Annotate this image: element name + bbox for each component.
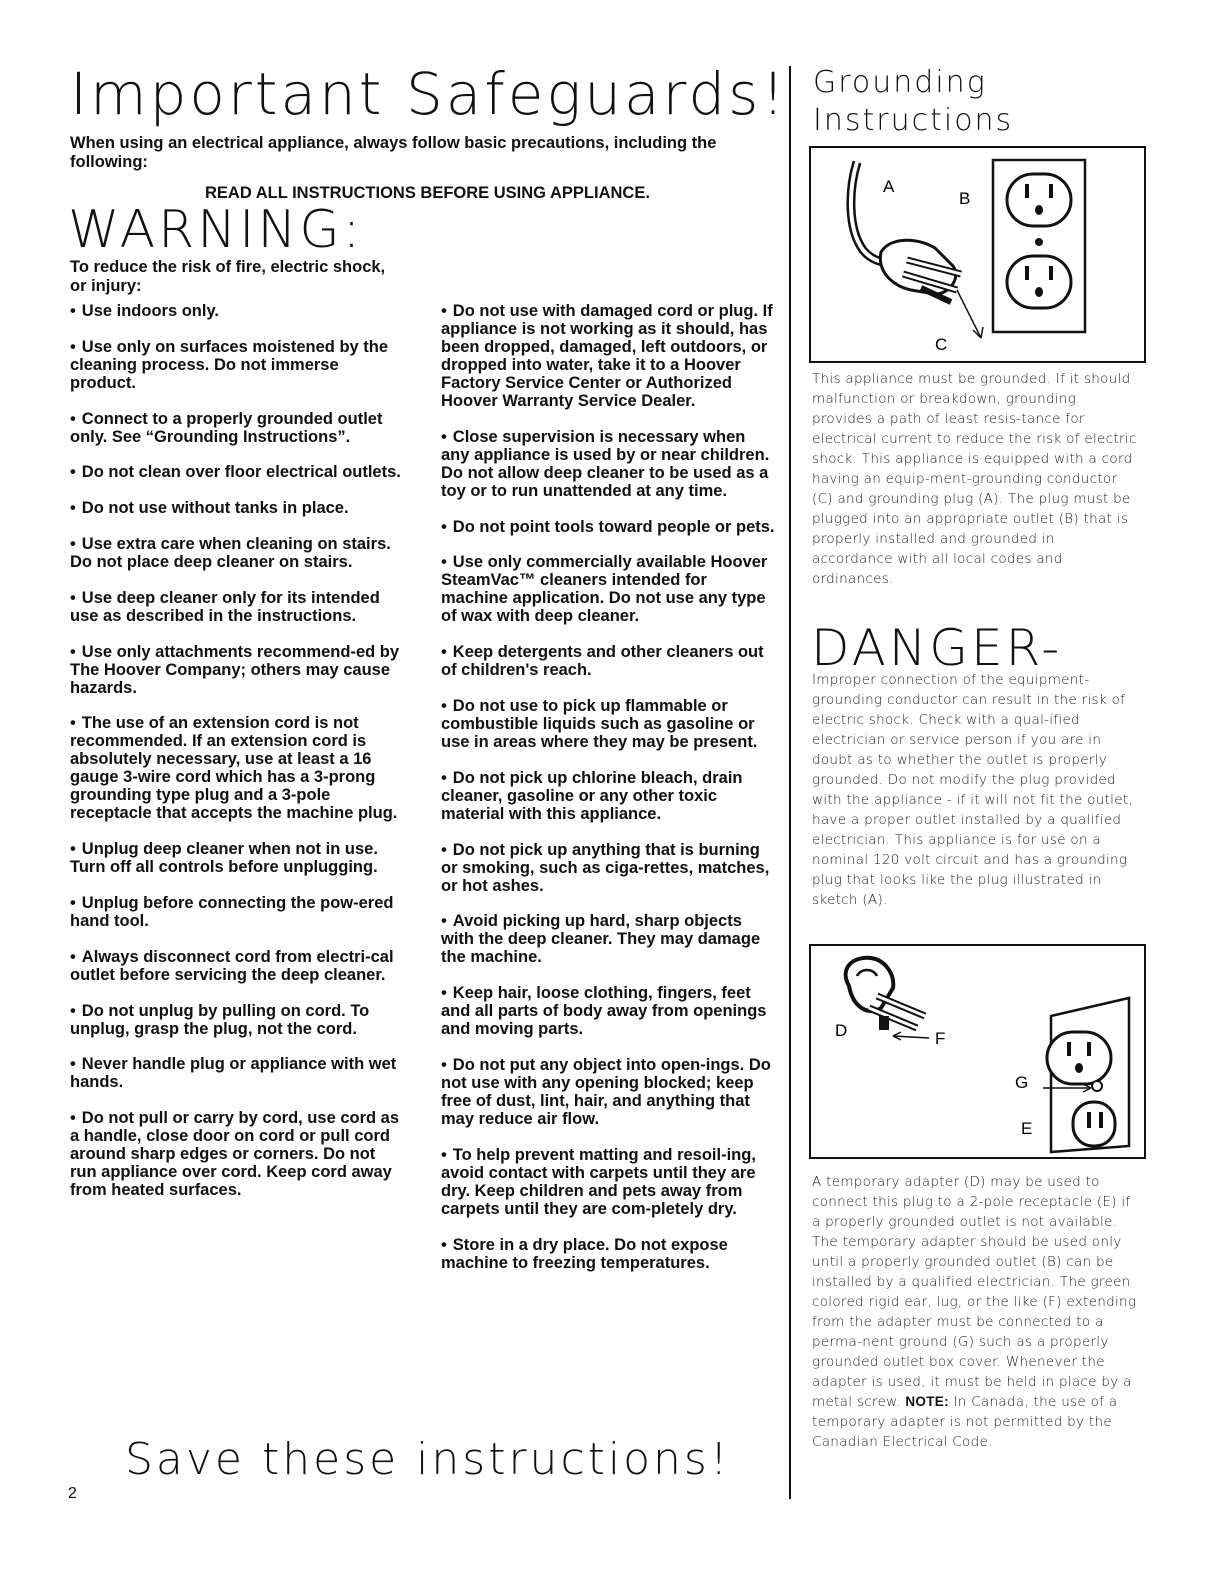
bullet-icon: • [70,337,76,356]
warning-item [441,1236,776,1272]
warning-item-text: To help prevent matting and resoil-ing, avoid contact with carpets until they are dry. Keep children and pets away from carpets until they are com-pletely dry. [441,1145,756,1218]
bullet-icon: • [70,714,76,733]
bullet-icon: • [70,893,76,912]
adapter-on-outlet [1047,1032,1111,1084]
bullet-icon: • [441,643,447,662]
warning-item-text: The use of an extension cord is not recommended. If an extension cord is absolutely necessary, use at least a 16 gauge 3-wire cord which has a 3-prong grounding type plug and a 3-pole receptacle that accepts the machine plug. [70,714,398,823]
bullet-icon: • [441,912,447,931]
pointer-line-f [893,1036,929,1038]
receptacle-slot-1 [1087,1112,1091,1128]
warning-item-text: Always disconnect cord from electri-cal outlet before servicing the deep cleaner. [70,947,394,984]
warning-item [70,302,405,320]
outlet-receptacle-bottom [1007,256,1071,308]
outlet-ground-hole-2 [1035,287,1043,297]
warning-item [70,1055,405,1091]
adapter-slot-2 [1087,1042,1091,1056]
warning-item [441,1146,776,1218]
adapter-text: A temporary adapter (D) may be used to connect this plug to a 2-pole receptacle (E) if a properly grounded outlet is not available. The temporary adapter should be used only until a properly grounded outlet (B) can be installed by a qualified electrician. The green colored rigid ear, lug, or the like (F) extending from the adapter must be connected to a perma-nent ground (G) such as a properly grounded outlet box cover. Whenever the adapter is used, it must be held in place by a metal screw. [812,1174,1137,1410]
adapter-slot-1 [1067,1042,1071,1056]
warning-item [70,410,405,446]
warning-intro: To reduce the risk of fire, electric shock, or injury: [70,258,386,295]
warning-item-text: Keep hair, loose clothing, fingers, feet and all parts of body away from openings and moving parts. [441,984,767,1039]
label-d: D [835,1021,848,1040]
warning-item-text: Unplug deep cleaner when not in use. Turn off all controls before unplugging. [70,840,378,877]
bullet-icon: • [70,1001,76,1020]
adapter-figure [809,944,1146,1159]
warning-item-text: Do not pick up anything that is burning or smoking, such as ciga-rettes, matches, or hot ashes. [441,840,770,895]
warning-item [70,589,405,625]
warning-item [441,1056,776,1128]
adapter-illustration [811,946,1144,1157]
warning-item-text: Do not pick up chlorine bleach, drain cleaner, gasoline or any other toxic material with this appliance. [441,768,743,823]
warning-item [70,714,405,822]
note-text: In Canada, the use of a temporary adapter is not permitted by the Canadian Electrical Code. [812,1394,1118,1450]
bullet-icon: • [441,840,447,859]
warning-item-text: Use only attachments recommend-ed by The Hoover Company; others may cause hazards. [70,642,400,697]
adapter-ground-ear [879,1016,889,1030]
label-f: F [935,1029,946,1048]
warning-item-text: Do not clean over floor electrical outlets. [81,463,401,482]
bullet-icon: • [441,427,447,446]
outlet-slot-1 [1025,184,1029,198]
warning-item-text: Use extra care when cleaning on stairs. Do not place deep cleaner on stairs. [70,534,391,571]
ground-screw [1092,1081,1102,1091]
warning-item [441,841,776,895]
warning-item [441,302,776,410]
bullet-icon: • [441,517,447,536]
warning-item-text: Do not point tools toward people or pets. [452,517,775,536]
warning-item [70,338,405,392]
bullet-icon: • [441,1055,447,1074]
bullet-icon: • [70,1055,76,1074]
pointer-line-c [957,290,981,338]
adapter-ground-hole [1075,1063,1083,1073]
warning-item [441,428,776,500]
warning-item-text: Avoid picking up hard, sharp objects with the deep cleaner. They may damage the machine. [441,912,761,967]
bullet-icon: • [441,553,447,572]
warning-list-left [70,302,405,1217]
bullet-icon: • [70,642,76,661]
intro-text: When using an electrical appliance, always follow basic precautions, including the following: [70,134,717,171]
danger-paragraph: Improper connection of the equipment-grounding conductor can result in the risk of electric shock. Check with a qual-ified electrician or service person if you are in doubt as to whether the outlet is properly grounded. Do not modify the plug provided with the appliance - if it will not fit the outlet, have a proper outlet installed by a qualified electrician. This appliance is for use on a nominal 120 volt circuit and has a grounding plug that looks like the plug illustrated in sketch (A). [812,672,1134,908]
grounding-heading-line1: Grounding [813,65,987,100]
warning-item-text: Unplug before connecting the pow-ered hand tool. [70,893,394,930]
bullet-icon: • [441,696,447,715]
receptacle-slot-2 [1099,1112,1103,1128]
bullet-icon: • [70,463,76,482]
warning-item [70,643,405,697]
warning-item-text: Do not put any object into open-ings. Do not use with any opening blocked; keep free of dust, lint, hair, and anything that may reduce air flow. [441,1055,771,1128]
warning-item-text: Do not pull or carry by cord, use cord as a handle, close door on cord or pull cord around sharp edges or corners. Do not run appliance over cord. Keep cord away from heated surfaces. [70,1109,400,1200]
warning-item [70,463,405,481]
warning-item [441,697,776,751]
bullet-icon: • [441,302,447,320]
plug-outlet-illustration [811,148,1144,361]
label-e: E [1021,1119,1033,1138]
warning-item [70,948,405,984]
warning-item [441,912,776,966]
warning-item [441,643,776,679]
bullet-icon: • [441,1235,447,1254]
warning-item [70,1109,405,1199]
warning-item [70,1002,405,1038]
note-label: NOTE: [905,1394,949,1409]
warning-item-text: Store in a dry place. Do not expose machine to freezing temperatures. [441,1235,728,1272]
outlet-slot-4 [1049,266,1053,280]
warning-item [441,769,776,823]
label-b: B [959,189,971,208]
warning-item [70,499,405,517]
warning-item-text: Use indoors only. [81,302,219,320]
adapter-paragraph [812,1172,1142,1452]
two-pole-receptacle [1073,1102,1115,1146]
bullet-icon: • [70,588,76,607]
read-all-notice: READ ALL INSTRUCTIONS BEFORE USING APPLIANCE. [205,184,650,202]
warning-item-text: Connect to a properly grounded outlet only. See “Grounding Instructions”. [70,409,383,446]
outlet-receptacle-top [1007,174,1071,226]
warning-item-text: Keep detergents and other cleaners out of children's reach. [441,643,764,680]
warning-item-text: Close supervision is necessary when any appliance is used by or near children. Do not allow deep cleaner to be used as a toy or to run unattended at any time. [441,427,770,500]
bullet-icon: • [70,947,76,966]
grounding-paragraph: This appliance must be grounded. If it should malfunction or breakdown, grounding provides a path of least resis-tance for electrical current to reduce the risk of electric shock. This appliance is equipped with a cord having an equip-ment-grounding conductor (C) and grounding plug (A). The plug must be plugged into an appropriate outlet (B) that is properly installed and grounded in accordance with all local codes and ordinances. [812,371,1137,587]
warning-item-text: Do not use with damaged cord or plug. If appliance is not working as it should, has been dropped, damaged, left outdoors, or dropped into water, take it to a Hoover Factory Service Center or Authorized Hoover Warranty Service Dealer. [441,302,773,410]
warning-list-right [441,302,776,1289]
warning-item-text: Do not use without tanks in place. [81,499,349,518]
label-a: A [883,177,895,196]
bullet-icon: • [441,984,447,1003]
plug-outlet-figure [809,146,1146,363]
page-number: 2 [68,1485,77,1502]
warning-item [70,840,405,876]
grounding-heading [813,64,1013,140]
warning-item-text: Use only commercially available Hoover SteamVac™ cleaners intended for machine application. Do not use any type of wax with deep cleaner. [441,553,768,626]
bullet-icon: • [70,302,76,320]
bullet-icon: • [70,1109,76,1128]
grounding-heading-line2: Instructions [813,103,1014,138]
warning-item-text: Use deep cleaner only for its intended use as described in the instructions. [70,588,380,625]
warning-item-text: Never handle plug or appliance with wet hands. [70,1055,397,1092]
label-c: C [935,335,948,354]
column-divider [789,66,791,1499]
warning-item [441,518,776,536]
danger-heading: DANGER- [811,619,1063,677]
bullet-icon: • [70,840,76,859]
warning-item [441,553,776,625]
warning-item-text: Use only on surfaces moistened by the cleaning process. Do not immerse product. [70,337,389,392]
outlet-screw [1035,238,1043,246]
bullet-icon: • [441,768,447,787]
bullet-icon: • [70,409,76,428]
warning-item [70,894,405,930]
outlet-slot-3 [1025,266,1029,280]
label-g: G [1015,1073,1029,1092]
warning-heading: WARNING: [68,200,364,260]
warning-item [70,535,405,571]
save-instructions-heading: Save these instructions! [125,1434,731,1485]
warning-item [441,984,776,1038]
bullet-icon: • [441,1145,447,1164]
warning-item-text: Do not unplug by pulling on cord. To unplug, grasp the plug, not the cord. [70,1001,370,1038]
page-title: Important Safeguards! [70,60,788,128]
bullet-icon: • [70,534,76,553]
bullet-icon: • [70,499,76,518]
outlet-ground-hole-1 [1035,205,1043,215]
warning-item-text: Do not use to pick up flammable or combustible liquids such as gasoline or use in areas where they may be present. [441,696,758,751]
outlet-slot-2 [1049,184,1053,198]
